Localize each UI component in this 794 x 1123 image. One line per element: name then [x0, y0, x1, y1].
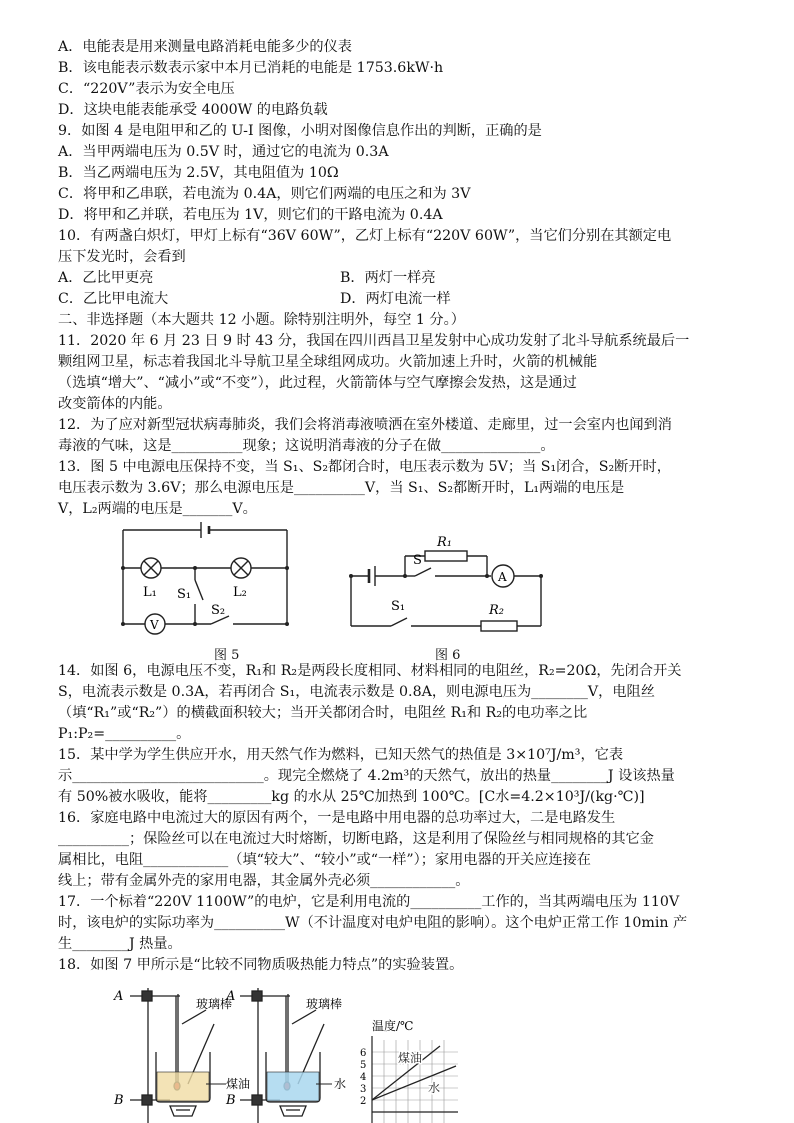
- q12-line: 12．为了应对新型冠状病毒肺炎，我们会将消毒液喷洒在室外楼道、走廊里，过一会室内也闻到消: [58, 417, 672, 433]
- q9-option-c: C．将甲和乙串联，若电流为 0.4A，则它们两端的电压之和为 3V: [58, 186, 471, 202]
- figure-7-apparatus: [110, 980, 480, 1123]
- figure-6-caption: 图 6: [435, 648, 461, 663]
- figure-5-circuit: [115, 518, 295, 648]
- q17-line: 时，该电炉的实际功率为__________W（不计温度对电炉电阻的影响）。这个电炉正常工作 10min 产: [58, 915, 688, 931]
- q14-line: P₁:P₂=__________。: [58, 726, 191, 742]
- fig6-label-r1: R₁: [437, 535, 452, 550]
- figure-5-caption: 图 5: [214, 648, 240, 663]
- fig7-rod-label-2: 玻璃棒: [306, 997, 343, 1011]
- fig5-label-l1: L₁: [143, 585, 157, 600]
- q11-line: 改变箭体的内能。: [58, 396, 172, 412]
- fig7-water-liquid: [267, 1072, 319, 1101]
- fig5-label-s1: S₁: [177, 587, 192, 602]
- q15-line: 有 50%被水吸收，能将_________kg 的水从 25℃加热到 100℃。[C水=4.2×10³J/(kg·℃)]: [58, 789, 645, 805]
- q16-line: __________；保险丝可以在电流过大时熔断，切断电路，这是利用了保险丝与相同规格的其它金: [58, 831, 654, 847]
- fig7-ytick: 4: [360, 1072, 367, 1083]
- q9-option-a: A．当甲两端电压为 0.5V 时，通过它的电流为 0.3A: [58, 144, 389, 160]
- fig7-water-line: [372, 1066, 456, 1100]
- fig5-label-l2: L₂: [233, 585, 247, 600]
- q14-line: 14．如图 6，电源电压不变，R₁和 R₂是两段长度相同、材料相同的电阻丝，R₂=20Ω，先闭合开关: [58, 663, 682, 679]
- q14-line: S，电流表示数是 0.3A，若再闭合 S₁，电流表示数是 0.8A，则电源电压为________V，电阻丝: [58, 684, 655, 700]
- q10-option-b: B．两灯一样亮: [340, 270, 436, 286]
- q14-line: （填“R₁”或“R₂”）的横截面积较大；当开关都闭合时，电阻丝 R₁和 R₂的电功率之比: [58, 705, 588, 721]
- fig7-ytick: 5: [360, 1060, 367, 1071]
- q9-option-d: D．将甲和乙并联，若电压为 1V，则它们的干路电流为 0.4A: [58, 207, 443, 223]
- fig7-label-a2: A: [226, 989, 236, 1004]
- q9-stem: 9．如图 4 是电阻甲和乙的 U-I 图像，小明对图像信息作出的判断，正确的是: [58, 123, 542, 139]
- q11-line: 颗组网卫星，标志着我国北斗导航卫星全球组网成功。火箭加速上升时，火箭的机械能: [58, 354, 598, 370]
- fig5-label-s2: S₂: [211, 603, 226, 618]
- figure-6-circuit: [345, 530, 550, 640]
- q13-line: 电压表示数为 3.6V；那么电源电压是__________V，当 S₁、S₂都断开时，L₁两端的电压是: [58, 480, 625, 496]
- q13-line: V，L₂两端的电压是_______V。: [58, 501, 257, 517]
- fig7-label-a1: A: [114, 989, 124, 1004]
- q8-option-d: D．这块电能表能承受 4000W 的电路负载: [58, 102, 328, 118]
- fig7-label-b2: B: [226, 1093, 236, 1108]
- fig7-water-label: 水: [334, 1077, 347, 1091]
- fig7-oil-label: 煤油: [226, 1077, 251, 1091]
- fig7-series-oil: 煤油: [398, 1051, 423, 1065]
- fig6-label-s1: S₁: [391, 599, 406, 614]
- q15-line: 示___________________________。现完全燃烧了 4.2m³的天然气，放出的热量________J 设该热量: [58, 768, 675, 784]
- q8-option-c: C．“220V”表示为安全电压: [58, 81, 235, 97]
- fig6-ammeter-label: A: [498, 570, 507, 584]
- fig7-ytick: 2: [360, 1096, 367, 1107]
- fig7-label-b1: B: [114, 1093, 124, 1108]
- fig7-oil-liquid: [157, 1072, 209, 1101]
- section-heading: 二、非选择题（本大题共 12 小题。除特别注明外，每空 1 分。）: [58, 312, 465, 328]
- fig7-ytick: 6: [360, 1048, 367, 1059]
- fig7-graph-ylabel: 温度/℃: [372, 1019, 414, 1033]
- q15-line: 15．某中学为学生供应开水，用天然气作为燃料，已知天然气的热值是 3×10⁷J/m³，它表: [58, 747, 624, 763]
- fig6-label-r2: R₂: [489, 603, 504, 618]
- q18-stem: 18．如图 7 甲所示是“比较不同物质吸热能力特点”的实验装置。: [58, 957, 464, 973]
- q10-option-a: A．乙比甲更亮: [58, 270, 154, 286]
- q16-line: 属相比，电阻____________（填“较大”、“较小”或“一样”）；家用电器的开关应连接在: [58, 852, 591, 868]
- fig7-series-water: 水: [428, 1081, 441, 1095]
- q9-option-b: B．当乙两端电压为 2.5V，其电阻值为 10Ω: [58, 165, 339, 181]
- q10-option-d: D．两灯电流一样: [340, 291, 451, 307]
- q10-stem-line2: 压下发光时，会看到: [58, 249, 186, 265]
- q13-line: 13．图 5 中电源电压保持不变，当 S₁、S₂都闭合时，电压表示数为 5V；当 S₁闭合，S₂断开时，: [58, 459, 671, 475]
- q10-option-c: C．乙比甲电流大: [58, 291, 169, 307]
- q10-stem-line1: 10．有两盏白炽灯，甲灯上标有“36V 60W”，乙灯上标有“220V 60W”，当它们分别在其额定电: [58, 228, 672, 244]
- q17-line: 生________J 热量。: [58, 936, 182, 952]
- fig7-ytick: 3: [360, 1084, 367, 1095]
- q17-line: 17．一个标着“220V 1100W”的电炉，它是利用电流的__________工作的，当其两端电压为 110V: [58, 894, 680, 910]
- q11-line: 11．2020 年 6 月 23 日 9 时 43 分，我国在四川西昌卫星发射中心成功发射了北斗导航系统最后一: [58, 333, 690, 349]
- q12-line: 毒液的气味，这是__________现象；这说明消毒液的分子在做______________。: [58, 438, 555, 454]
- q16-line: 线上；带有金属外壳的家用电器，其金属外壳必须____________。: [58, 873, 470, 889]
- fig6-label-s: S: [413, 553, 422, 568]
- q11-line: （选填“增大”、“减小”或“不变”），此过程，火箭箭体与空气摩擦会发热，这是通过: [58, 375, 577, 391]
- q8-option-b: B．该电能表示数表示家中本月已消耗的电能是 1753.6kW·h: [58, 60, 444, 76]
- fig7-rod-label-1: 玻璃棒: [196, 997, 233, 1011]
- q8-option-a: A．电能表是用来测量电路消耗电能多少的仪表: [58, 39, 352, 55]
- q16-line: 16．家庭电路中电流过大的原因有两个，一是电路中用电器的总功率过大，二是电路发生: [58, 810, 616, 826]
- fig5-voltmeter-label: V: [150, 618, 159, 632]
